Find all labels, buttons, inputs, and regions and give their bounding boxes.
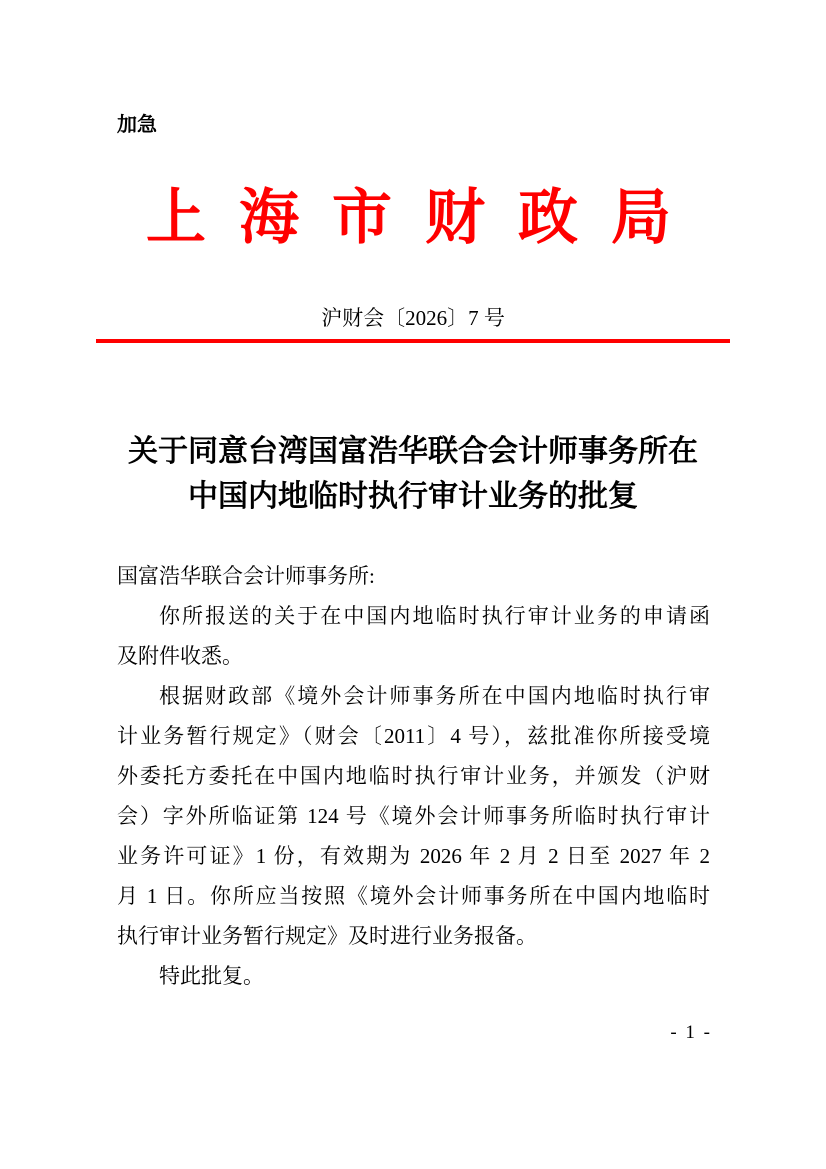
salutation-line: 国富浩华联合会计师事务所: <box>117 564 375 588</box>
agency-title: 上 海 市 财 政 局 <box>146 185 680 251</box>
body-line: 计业务暂行规定》（财会〔2011〕4 号），兹批准你所接受境 <box>117 724 710 748</box>
body-line: 根据财政部《境外会计师事务所在中国内地临时执行审 <box>159 684 710 708</box>
body-line: 外委托方委托在中国内地临时执行审计业务，并颁发（沪财 <box>117 764 710 788</box>
body-line: 你所报送的关于在中国内地临时执行审计业务的申请函 <box>159 604 710 628</box>
document-title-line-2: 中国内地临时执行审计业务的批复 <box>188 480 638 513</box>
document-title-line-1: 关于同意台湾国富浩华联合会计师事务所在 <box>128 435 698 468</box>
body-line: 执行审计业务暂行规定》及时进行业务报备。 <box>117 924 537 948</box>
urgency-label: 加急 <box>117 114 157 136</box>
body-line: 业务许可证》1 份，有效期为 2026 年 2 月 2 日至 2027 年 2 <box>117 844 710 868</box>
page-number: - 1 - <box>670 1022 712 1043</box>
body-line: 会）字外所临证第 124 号《境外会计师事务所临时执行审计 <box>117 804 710 828</box>
document-body <box>117 556 710 996</box>
body-line: 月 1 日。你所应当按照《境外会计师事务所在中国内地临时 <box>117 884 710 908</box>
red-divider-rule <box>96 339 730 343</box>
document-title <box>57 429 769 519</box>
document-number: 沪财会〔2026〕7 号 <box>321 306 505 330</box>
closing-line: 特此批复。 <box>159 964 264 988</box>
body-line: 及附件收悉。 <box>117 644 243 668</box>
